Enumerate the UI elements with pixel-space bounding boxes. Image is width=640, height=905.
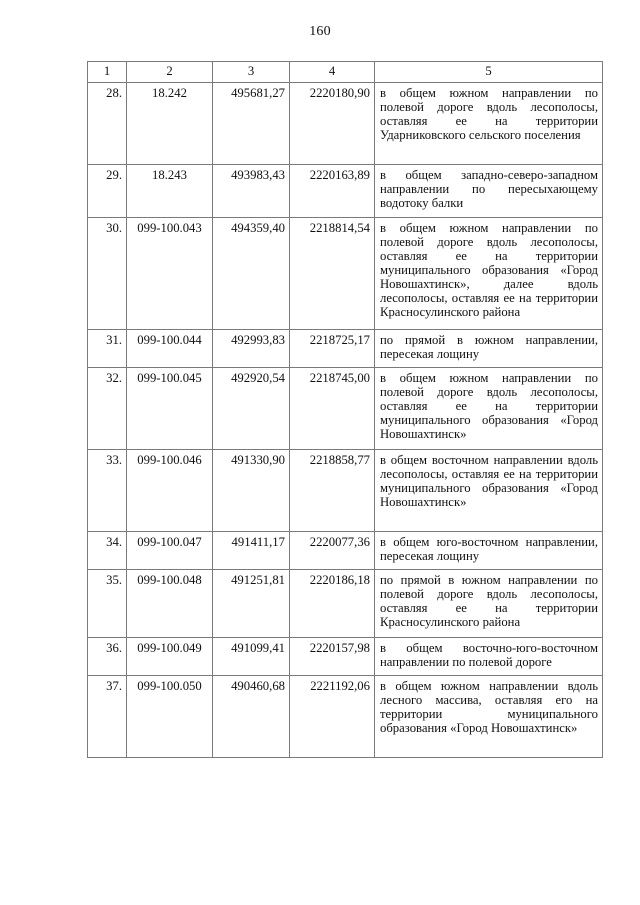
- y-coordinate-cell: 2218814,54: [290, 218, 375, 330]
- point-code-cell: 099-100.047: [127, 532, 213, 570]
- row-number-cell: 36.: [88, 638, 127, 676]
- description-cell: по прямой в южном направлении по полевой дороге вдоль лесополосы, оставляя ее на территории Красносулинского района: [375, 570, 603, 638]
- y-coordinate-cell: 2220163,89: [290, 165, 375, 218]
- table-row: [88, 676, 603, 758]
- page-number: 160: [309, 24, 331, 39]
- table-row: [88, 368, 603, 450]
- point-code-cell: 099-100.046: [127, 450, 213, 532]
- y-coordinate-cell: 2218725,17: [290, 330, 375, 368]
- description-cell: по прямой в южном направлении, пересекая лощину: [375, 330, 603, 368]
- row-number-cell: 35.: [88, 570, 127, 638]
- x-coordinate-cell: 494359,40: [213, 218, 290, 330]
- y-coordinate-cell: 2220180,90: [290, 83, 375, 165]
- x-coordinate-cell: 491330,90: [213, 450, 290, 532]
- column-header: 3: [213, 62, 290, 83]
- table-row: [88, 570, 603, 638]
- x-coordinate-cell: 492920,54: [213, 368, 290, 450]
- row-number-cell: 34.: [88, 532, 127, 570]
- description-cell: в общем восточно-юго-восточном направлении по полевой дороге: [375, 638, 603, 676]
- point-code-cell: 18.242: [127, 83, 213, 165]
- x-coordinate-cell: 492993,83: [213, 330, 290, 368]
- x-coordinate-cell: 495681,27: [213, 83, 290, 165]
- point-code-cell: 18.243: [127, 165, 213, 218]
- y-coordinate-cell: 2221192,06: [290, 676, 375, 758]
- y-coordinate-cell: 2218858,77: [290, 450, 375, 532]
- point-code-cell: 099-100.045: [127, 368, 213, 450]
- table-header-row: [88, 62, 603, 83]
- row-number-cell: 30.: [88, 218, 127, 330]
- description-cell: в общем южном направлении вдоль лесного массива, оставляя его на территории муниципального образования «Город Новошахтинск»: [375, 676, 603, 758]
- table-body: [88, 83, 603, 758]
- y-coordinate-cell: 2218745,00: [290, 368, 375, 450]
- row-number-cell: 28.: [88, 83, 127, 165]
- y-coordinate-cell: 2220077,36: [290, 532, 375, 570]
- column-header: 2: [127, 62, 213, 83]
- table-row: [88, 450, 603, 532]
- point-code-cell: 099-100.050: [127, 676, 213, 758]
- column-header: 5: [375, 62, 603, 83]
- description-cell: в общем южном направлении по полевой дороге вдоль лесополосы, оставляя ее на территории Ударниковского сельского поселения: [375, 83, 603, 165]
- description-cell: в общем восточном направлении вдоль лесополосы, оставляя ее на территории муниципального образования «Город Новошахтинск»: [375, 450, 603, 532]
- table-row: [88, 532, 603, 570]
- row-number-cell: 29.: [88, 165, 127, 218]
- column-header: 4: [290, 62, 375, 83]
- table-row: [88, 330, 603, 368]
- x-coordinate-cell: 491251,81: [213, 570, 290, 638]
- row-number-cell: 32.: [88, 368, 127, 450]
- point-code-cell: 099-100.049: [127, 638, 213, 676]
- x-coordinate-cell: 490460,68: [213, 676, 290, 758]
- column-header: 1: [88, 62, 127, 83]
- table-row: [88, 218, 603, 330]
- table-row: [88, 83, 603, 165]
- y-coordinate-cell: 2220186,18: [290, 570, 375, 638]
- row-number-cell: 37.: [88, 676, 127, 758]
- description-cell: в общем юго-восточном направлении, пересекая лощину: [375, 532, 603, 570]
- x-coordinate-cell: 493983,43: [213, 165, 290, 218]
- row-number-cell: 33.: [88, 450, 127, 532]
- table-row: [88, 638, 603, 676]
- description-cell: в общем западно-северо-западном направлении по пересыхающему водотоку балки: [375, 165, 603, 218]
- y-coordinate-cell: 2220157,98: [290, 638, 375, 676]
- row-number-cell: 31.: [88, 330, 127, 368]
- description-cell: в общем южном направлении по полевой дороге вдоль лесополосы, оставляя ее на территории муниципального образования «Город Новошахтинск»: [375, 368, 603, 450]
- point-code-cell: 099-100.043: [127, 218, 213, 330]
- x-coordinate-cell: 491099,41: [213, 638, 290, 676]
- point-code-cell: 099-100.044: [127, 330, 213, 368]
- description-cell: в общем южном направлении по полевой дороге вдоль лесополосы, оставляя ее на территории муниципального образования «Город Новошахтинск», далее вдоль лесополосы, оставляя ее на территории Красносулинского района: [375, 218, 603, 330]
- point-code-cell: 099-100.048: [127, 570, 213, 638]
- table-row: [88, 165, 603, 218]
- boundary-table: [87, 61, 603, 758]
- x-coordinate-cell: 491411,17: [213, 532, 290, 570]
